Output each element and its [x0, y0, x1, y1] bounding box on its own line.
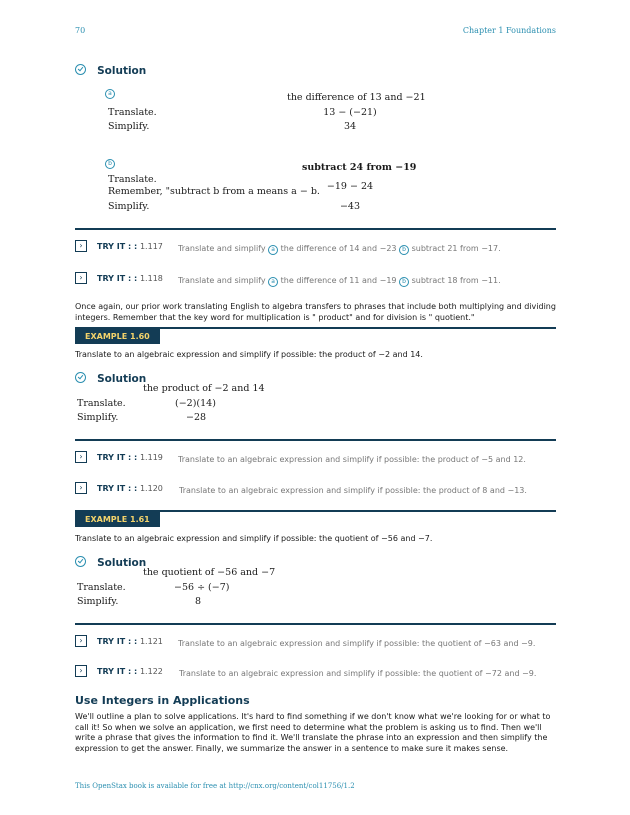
translate-math: −56 ÷ (−7): [174, 582, 230, 593]
simplify-math: −28: [186, 412, 207, 423]
translate-label: Translate.: [77, 398, 126, 409]
expand-chevron-icon[interactable]: ›: [75, 240, 87, 252]
solution-label: Solution: [97, 373, 147, 385]
part-a-phrase: the difference of 13 and −21: [287, 92, 426, 103]
chapter-title: Chapter 1 Foundations: [462, 26, 556, 35]
try-it-label: TRY IT : :: [97, 484, 138, 493]
try-it-number: 1.117: [139, 242, 163, 251]
try-it-121: [97, 637, 163, 646]
paragraph-applications: We'll outline a plan to solve applications. It's hard to find something if we don't know what we're looking for or what to call it! So when we solve an application, we first need to determine what the problem is asking us to find. Then we'll write a phrase that gives the information to find it. We'll translate the phrase into an expression and then simplify the expression to get the answer. Finally, we summarize the answer in a sentence to make sure it makes sense.: [75, 712, 551, 753]
part-b-phrase: subtract 24 from −19: [302, 162, 417, 173]
try-it-120-text: Translate to an algebraic expression and simplify if possible: the product of 8 and −13.: [179, 486, 527, 495]
example-label: EXAMPLE 1.60: [75, 329, 160, 344]
part-a-marker: a: [268, 245, 278, 255]
part-b-simplify-math: −43: [339, 201, 361, 212]
try-it-121-text: Translate to an algebraic expression and simplify if possible: the quotient of −63 and −9.: [178, 639, 536, 648]
part-a-text: the difference of 14 and −23: [280, 244, 397, 253]
simplify-label: Simplify.: [77, 412, 119, 423]
footer-note: This OpenStax book is available for free at http://cnx.org/content/col11756/1.2: [75, 782, 355, 790]
solution-label: Solution: [97, 65, 147, 77]
page-number: 70: [75, 26, 86, 35]
expand-chevron-icon[interactable]: ›: [75, 665, 87, 677]
translate-label: Translate.: [77, 582, 126, 593]
part-b-marker: b: [399, 245, 409, 255]
part-b-translate-label: Translate.: [108, 174, 157, 185]
example-prompt: Translate to an algebraic expression and simplify if possible: the quotient of −56 and −7.: [75, 534, 433, 543]
example-label: EXAMPLE 1.61: [75, 512, 160, 527]
simplify-math: 8: [195, 596, 202, 607]
try-it-number: 1.119: [139, 453, 163, 462]
part-a-simplify-math: 34: [343, 121, 357, 132]
translate-math: (−2)(14): [175, 398, 216, 409]
simplify-label: Simplify.: [77, 596, 119, 607]
try-it-119-text: Translate to an algebraic expression and simplify if possible: the product of −5 and 12.: [178, 455, 526, 464]
try-it-117-text: [178, 244, 501, 255]
paragraph-intro: Once again, our prior work translating English to algebra transfers to phrases that include both multiplying and dividing integers. Remember that the key word for multiplication is " product" and for division is " quotient.": [75, 302, 556, 322]
part-a-marker: a: [268, 277, 278, 287]
try-it-122-text: Translate to an algebraic expression and simplify if possible: the quotient of −72 and −9.: [179, 669, 537, 678]
try-it-number: 1.122: [139, 667, 163, 676]
try-it-label: TRY IT : :: [97, 637, 138, 646]
try-it-117: [97, 242, 163, 251]
solution-heading: [75, 367, 146, 386]
expand-chevron-icon[interactable]: ›: [75, 451, 87, 463]
part-a-marker: a: [105, 89, 115, 99]
try-it-label: TRY IT : :: [97, 242, 138, 251]
example-prompt: Translate to an algebraic expression and simplify if possible: the product of −2 and 14.: [75, 350, 423, 359]
try-it-119: [97, 453, 163, 462]
check-icon: [75, 556, 86, 567]
expand-chevron-icon[interactable]: ›: [75, 635, 87, 647]
part-b-text: subtract 18 from −11.: [411, 276, 501, 285]
solution-label: Solution: [97, 557, 147, 569]
check-icon: [75, 372, 86, 383]
try-it-label: TRY IT : :: [97, 453, 138, 462]
try-it-118-text: [178, 276, 501, 287]
check-icon: [75, 64, 86, 75]
divider: [75, 623, 556, 625]
divider: [75, 439, 556, 441]
try-it-number: 1.118: [139, 274, 163, 283]
try-it-prefix: Translate and simplify: [178, 244, 266, 253]
example-phrase: the quotient of −56 and −7: [143, 567, 276, 578]
part-b-marker: b: [105, 159, 115, 169]
try-it-label: TRY IT : :: [97, 667, 138, 676]
section-heading: Use Integers in Applications: [75, 694, 250, 707]
example-phrase: the product of −2 and 14: [143, 383, 265, 394]
try-it-120: [97, 484, 163, 493]
part-b-text: subtract 21 from −17.: [411, 244, 501, 253]
part-a-translate-math: 13 − (−21): [323, 107, 377, 118]
part-a-simplify-label: Simplify.: [108, 121, 150, 132]
part-a-text: the difference of 11 and −19: [280, 276, 397, 285]
divider: [75, 228, 556, 230]
try-it-prefix: Translate and simplify: [178, 276, 266, 285]
part-a-translate-label: Translate.: [108, 107, 157, 118]
solution-heading: [75, 551, 146, 570]
expand-chevron-icon[interactable]: ›: [75, 482, 87, 494]
try-it-number: 1.121: [139, 637, 163, 646]
part-b-translate-math: −19 − 24: [326, 181, 374, 192]
try-it-label: TRY IT : :: [97, 274, 138, 283]
try-it-118: [97, 274, 163, 283]
part-b-marker: b: [399, 277, 409, 287]
try-it-122: [97, 667, 163, 676]
expand-chevron-icon[interactable]: ›: [75, 272, 87, 284]
solution-heading: [75, 59, 146, 78]
part-b-remember: Remember, "subtract b from a means a − b.: [108, 186, 320, 197]
part-b-simplify-label: Simplify.: [108, 201, 150, 212]
try-it-number: 1.120: [139, 484, 163, 493]
